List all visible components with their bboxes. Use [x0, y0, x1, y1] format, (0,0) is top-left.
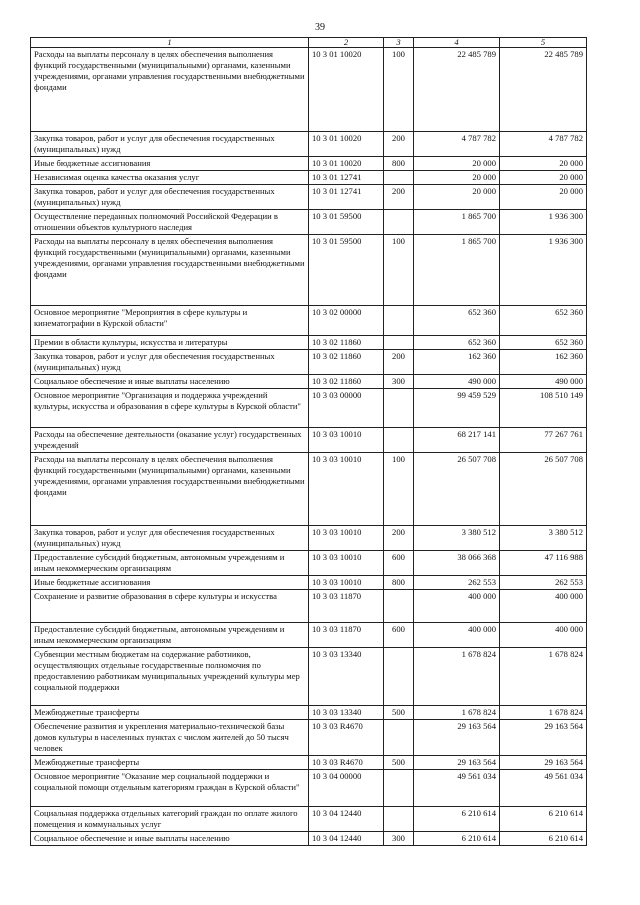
table-row	[31, 48, 587, 132]
row-name: Закупка товаров, работ и услуг для обеспечения государственных (муниципальных) нужд	[31, 526, 309, 551]
table-row	[31, 551, 587, 576]
row-name: Основное мероприятие "Мероприятия в сфере культуры и кинематографии в Курской области"	[31, 306, 309, 336]
row-expense-type: 500	[384, 706, 414, 720]
row-expense-type	[384, 590, 414, 623]
row-name: Расходы на обеспечение деятельности (оказание услуг) государственных учреждений	[31, 428, 309, 453]
row-amount-col4: 162 360	[414, 350, 500, 375]
row-expense-type	[384, 770, 414, 807]
row-name: Социальное обеспечение и иные выплаты населению	[31, 832, 309, 846]
row-amount-col4: 26 507 708	[414, 453, 500, 526]
table-row	[31, 770, 587, 807]
row-amount-col4: 262 553	[414, 576, 500, 590]
row-amount-col4: 652 360	[414, 336, 500, 350]
table-row	[31, 350, 587, 375]
row-amount-col4: 22 485 789	[414, 48, 500, 132]
row-amount-col5: 6 210 614	[500, 807, 587, 832]
row-name: Закупка товаров, работ и услуг для обеспечения государственных (муниципальных) нужд	[31, 185, 309, 210]
row-code: 10 3 02 00000	[309, 306, 384, 336]
row-amount-col4: 38 066 368	[414, 551, 500, 576]
row-code: 10 3 03 11870	[309, 623, 384, 648]
table-row	[31, 576, 587, 590]
row-amount-col4: 1 678 824	[414, 706, 500, 720]
column-number: 5	[500, 38, 587, 48]
row-name: Обеспечение развития и укрепления материально-технической базы домов культуры в населенных пунктах с числом жителей до 50 тысяч человек	[31, 720, 309, 756]
row-amount-col4: 20 000	[414, 185, 500, 210]
row-expense-type: 200	[384, 132, 414, 157]
row-amount-col4: 1 865 700	[414, 235, 500, 306]
page-number: 39	[315, 22, 325, 33]
row-expense-type	[384, 210, 414, 235]
row-amount-col5: 20 000	[500, 171, 587, 185]
row-expense-type	[384, 720, 414, 756]
table-row	[31, 185, 587, 210]
row-amount-col5: 49 561 034	[500, 770, 587, 807]
row-expense-type	[384, 306, 414, 336]
row-expense-type: 200	[384, 350, 414, 375]
row-expense-type: 100	[384, 48, 414, 132]
row-name: Субвенции местным бюджетам на содержание работников, осуществляющих отдельные государственные полномочия по предоставлению работникам муниципальных учреждений культуры мер социальной поддержки	[31, 648, 309, 706]
table-row	[31, 235, 587, 306]
row-expense-type	[384, 171, 414, 185]
table-row	[31, 526, 587, 551]
row-amount-col5: 162 360	[500, 350, 587, 375]
table-row	[31, 720, 587, 756]
row-expense-type: 800	[384, 157, 414, 171]
row-amount-col5: 1 936 300	[500, 235, 587, 306]
row-amount-col5: 77 267 761	[500, 428, 587, 453]
row-code: 10 3 03 10010	[309, 526, 384, 551]
row-code: 10 3 01 10020	[309, 157, 384, 171]
row-expense-type: 600	[384, 623, 414, 648]
row-code: 10 3 03 10010	[309, 453, 384, 526]
row-code: 10 3 01 12741	[309, 171, 384, 185]
row-amount-col4: 1 865 700	[414, 210, 500, 235]
row-amount-col5: 1 936 300	[500, 210, 587, 235]
row-amount-col4: 20 000	[414, 171, 500, 185]
row-amount-col5: 400 000	[500, 623, 587, 648]
row-name: Закупка товаров, работ и услуг для обеспечения государственных (муниципальных) нужд	[31, 132, 309, 157]
row-code: 10 3 03 10010	[309, 576, 384, 590]
row-amount-col4: 1 678 824	[414, 648, 500, 706]
table-row	[31, 171, 587, 185]
row-code: 10 3 03 13340	[309, 706, 384, 720]
table-row	[31, 132, 587, 157]
row-amount-col4: 99 459 529	[414, 389, 500, 428]
row-name: Межбюджетные трансферты	[31, 756, 309, 770]
row-code: 10 3 01 10020	[309, 132, 384, 157]
row-expense-type: 600	[384, 551, 414, 576]
row-expense-type: 800	[384, 576, 414, 590]
row-expense-type: 200	[384, 526, 414, 551]
table-row	[31, 590, 587, 623]
table-row	[31, 756, 587, 770]
row-expense-type: 200	[384, 185, 414, 210]
budget-table	[30, 37, 587, 846]
row-code: 10 3 01 59500	[309, 210, 384, 235]
row-code: 10 3 03 10010	[309, 551, 384, 576]
row-amount-col4: 490 000	[414, 375, 500, 389]
row-name: Социальная поддержка отдельных категорий граждан по оплате жилого помещения и коммунальных услуг	[31, 807, 309, 832]
row-amount-col5: 262 553	[500, 576, 587, 590]
row-amount-col5: 22 485 789	[500, 48, 587, 132]
row-name: Социальное обеспечение и иные выплаты населению	[31, 375, 309, 389]
row-amount-col5: 20 000	[500, 185, 587, 210]
row-name: Основное мероприятие "Организация и поддержка учреждений культуры, искусства и образования в сфере культуры в Курской области"	[31, 389, 309, 428]
row-name: Основное мероприятие "Оказание мер социальной поддержки и социальной помощи отдельным категориям граждан в Курской области"	[31, 770, 309, 807]
row-name: Закупка товаров, работ и услуг для обеспечения государственных (муниципальных) нужд	[31, 350, 309, 375]
row-amount-col5: 20 000	[500, 157, 587, 171]
table-row	[31, 336, 587, 350]
column-number: 2	[309, 38, 384, 48]
row-name: Иные бюджетные ассигнования	[31, 157, 309, 171]
row-code: 10 3 03 R4670	[309, 720, 384, 756]
row-amount-col4: 68 217 141	[414, 428, 500, 453]
row-code: 10 3 03 R4670	[309, 756, 384, 770]
table-row	[31, 832, 587, 846]
row-code: 10 3 03 11870	[309, 590, 384, 623]
row-amount-col4: 400 000	[414, 590, 500, 623]
row-expense-type: 100	[384, 453, 414, 526]
row-amount-col4: 3 380 512	[414, 526, 500, 551]
row-name: Осуществление переданных полномочий Российской Федерации в отношении объектов культурного наследия	[31, 210, 309, 235]
row-expense-type	[384, 428, 414, 453]
row-code: 10 3 01 59500	[309, 235, 384, 306]
row-amount-col5: 6 210 614	[500, 832, 587, 846]
row-expense-type: 300	[384, 832, 414, 846]
row-amount-col4: 29 163 564	[414, 756, 500, 770]
row-expense-type	[384, 336, 414, 350]
table-row	[31, 807, 587, 832]
row-code: 10 3 03 10010	[309, 428, 384, 453]
column-number: 3	[384, 38, 414, 48]
row-amount-col5: 490 000	[500, 375, 587, 389]
row-amount-col5: 47 116 988	[500, 551, 587, 576]
row-expense-type: 100	[384, 235, 414, 306]
table-row	[31, 453, 587, 526]
row-code: 10 3 03 13340	[309, 648, 384, 706]
column-number: 4	[414, 38, 500, 48]
row-name: Расходы на выплаты персоналу в целях обеспечения выполнения функций государственными (муниципальными) органами, казенными учреждениями, органами управления государственными внебюджетными фондами	[31, 48, 309, 132]
table-row	[31, 157, 587, 171]
row-amount-col5: 26 507 708	[500, 453, 587, 526]
row-code: 10 3 02 11860	[309, 336, 384, 350]
table-row	[31, 306, 587, 336]
row-name: Сохранение и развитие образования в сфере культуры и искусства	[31, 590, 309, 623]
row-name: Независимая оценка качества оказания услуг	[31, 171, 309, 185]
table-row	[31, 375, 587, 389]
row-expense-type: 300	[384, 375, 414, 389]
row-code: 10 3 02 11860	[309, 375, 384, 389]
row-amount-col5: 29 163 564	[500, 720, 587, 756]
row-expense-type	[384, 807, 414, 832]
row-amount-col4: 6 210 614	[414, 807, 500, 832]
column-number-row	[31, 38, 587, 48]
row-amount-col5: 3 380 512	[500, 526, 587, 551]
row-amount-col5: 652 360	[500, 336, 587, 350]
row-amount-col5: 1 678 824	[500, 648, 587, 706]
row-name: Предоставление субсидий бюджетным, автономным учреждениям и иным некоммерческим организациям	[31, 623, 309, 648]
row-amount-col4: 6 210 614	[414, 832, 500, 846]
row-amount-col4: 20 000	[414, 157, 500, 171]
row-amount-col5: 1 678 824	[500, 706, 587, 720]
row-code: 10 3 01 10020	[309, 48, 384, 132]
row-name: Премии в области культуры, искусства и литературы	[31, 336, 309, 350]
row-code: 10 3 04 00000	[309, 770, 384, 807]
table-row	[31, 648, 587, 706]
row-amount-col4: 4 787 782	[414, 132, 500, 157]
row-name: Расходы на выплаты персоналу в целях обеспечения выполнения функций государственными (муниципальными) органами, казенными учреждениями, органами управления государственными внебюджетными фондами	[31, 453, 309, 526]
table-row	[31, 428, 587, 453]
row-name: Иные бюджетные ассигнования	[31, 576, 309, 590]
row-name: Предоставление субсидий бюджетным, автономным учреждениям и иным некоммерческим организациям	[31, 551, 309, 576]
row-amount-col4: 49 561 034	[414, 770, 500, 807]
row-amount-col4: 400 000	[414, 623, 500, 648]
row-amount-col4: 29 163 564	[414, 720, 500, 756]
column-number: 1	[31, 38, 309, 48]
row-code: 10 3 04 12440	[309, 807, 384, 832]
table-row	[31, 389, 587, 428]
row-amount-col5: 29 163 564	[500, 756, 587, 770]
row-name: Расходы на выплаты персоналу в целях обеспечения выполнения функций государственными (муниципальными) органами, казенными учреждениями, органами управления государственными внебюджетными фондами	[31, 235, 309, 306]
table-row	[31, 706, 587, 720]
row-expense-type	[384, 389, 414, 428]
row-amount-col5: 652 360	[500, 306, 587, 336]
row-expense-type	[384, 648, 414, 706]
table-row	[31, 623, 587, 648]
row-code: 10 3 01 12741	[309, 185, 384, 210]
row-code: 10 3 03 00000	[309, 389, 384, 428]
row-code: 10 3 04 12440	[309, 832, 384, 846]
row-name: Межбюджетные трансферты	[31, 706, 309, 720]
row-amount-col5: 4 787 782	[500, 132, 587, 157]
row-expense-type: 500	[384, 756, 414, 770]
row-code: 10 3 02 11860	[309, 350, 384, 375]
row-amount-col5: 108 510 149	[500, 389, 587, 428]
row-amount-col5: 400 000	[500, 590, 587, 623]
table-row	[31, 210, 587, 235]
row-amount-col4: 652 360	[414, 306, 500, 336]
